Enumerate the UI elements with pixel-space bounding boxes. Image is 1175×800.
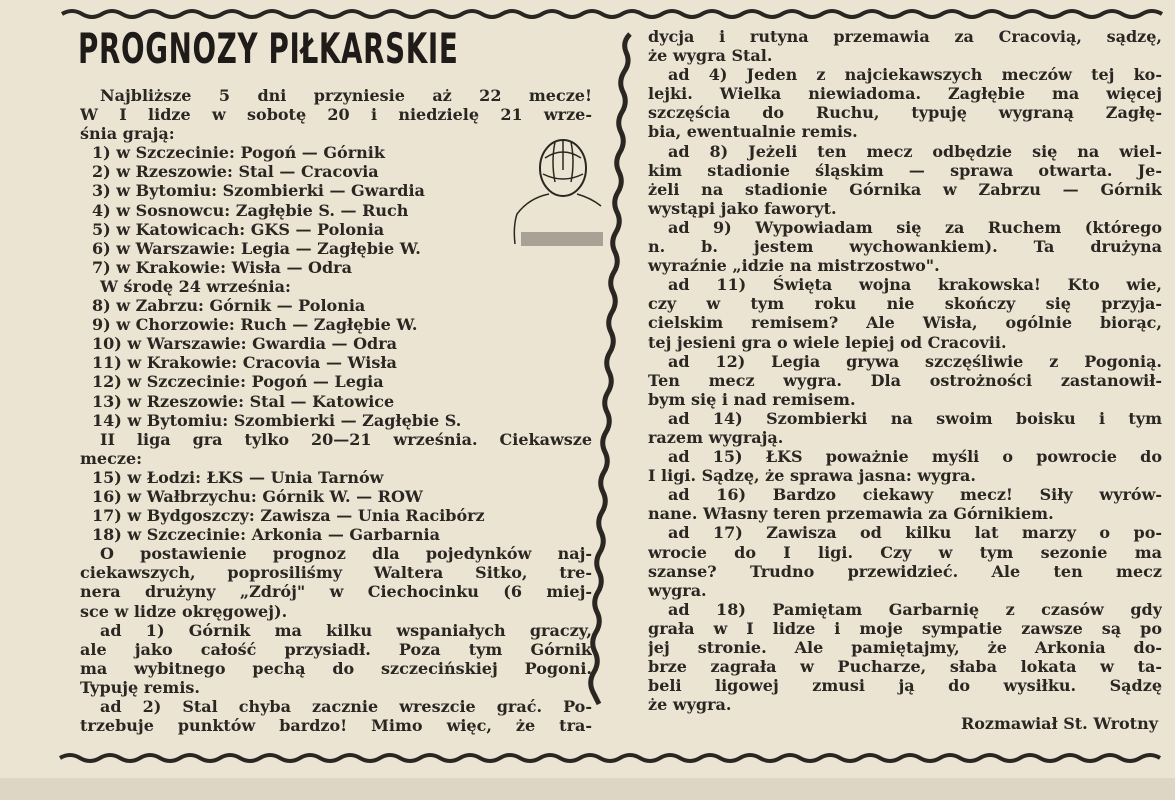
text-line: 8) w Zabrzu: Górnik — Polonia [92,296,366,316]
text-line: cielskim remisem? Ale Wisła, ogólnie biorąc, [648,313,1162,333]
text-line: beli ligowej zmusi ją do wysiłku. Sądzę [648,676,1162,696]
text-line: W I lidze w sobotę 20 i niedzielę 21 wrze- [80,105,592,125]
text-line: W środę 24 września: [100,276,291,296]
text-line: 15) w Łodzi: ŁKS — Unia Tarnów [92,467,384,487]
text-line: ad 2) Stal chyba zacznie wreszcie grać. Po- [100,697,592,716]
text-line: że wygra Stal. [648,46,773,66]
text-line: wystąpi jako faworyt. [648,198,837,218]
bottom-wavy-rule [60,755,1160,761]
text-line: ad 11) Święta wojna krakowska! Kto wie, [668,275,1162,295]
text-line: ad 12) Legia grywa szczęśliwie z Pogonią. [668,351,1162,371]
text-line: czy w tym roku nie skończy się przyja- [648,294,1162,314]
text-line: ad 18) Pamiętam Garbarnię z czasów gdy [668,599,1162,619]
text-line: wygra. [648,580,707,600]
text-line: 7) w Krakowie: Wisła — Odra [92,257,352,277]
text-line: 3) w Bytomiu: Szombierki — Gwardia [92,181,425,201]
text-line: I ligi. Sądzę, że sprawa jasna: wygra. [648,466,976,486]
text-line: że wygra. [648,695,732,715]
text-line: 17) w Bydgoszczy: Zawisza — Unia Racibórz [92,506,485,526]
text-line: szanse? Trudno przewidzieć. Ale ten mecz [648,561,1162,581]
text-line: 14) w Bytomiu: Szombierki — Zagłębie S. [92,410,462,430]
text-line: ad 8) Jeżeli ten mecz odbędzie się na wiel- [668,141,1162,161]
text-line: grała w I lidze i moje sympatie zawsze są po [648,618,1162,638]
text-line: sce w lidze okręgowej). [80,601,288,621]
left-column [80,86,592,735]
text-line: nera drużyny „Zdrój" w Ciechocinku (6 miej- [80,582,592,602]
text-line: Najbliższe 5 dni przyniesie aż 22 mecze! [100,86,592,105]
text-line: bym się i nad remisem. [648,389,856,409]
text-line: trzebuje punktów bardzo! Mimo więc, że tra- [80,716,592,736]
text-line: ad 17) Zawisza od kilku lat marzy o po- [668,523,1162,543]
text-line: brze zagrała w Pucharze, słaba lokata w ta- [648,657,1162,677]
text-line: mecze: [80,448,143,468]
text-line: 6) w Warszawie: Legia — Zagłębie W. [92,238,421,258]
text-line: kim stadionie śląskim — sprawa otwarta. Je- [648,160,1162,180]
text-line: n. b. jestem wychowankiem). Ta drużyna [648,237,1162,257]
text-line: ad 14) Szombierki na swoim boisku i tym [668,408,1162,428]
text-line: ciekawszych, poprosiliśmy Waltera Sitko, tre- [80,563,592,583]
text-line: szczęścia do Ruchu, typuję wygraną Zagłę- [648,103,1162,123]
text-line: dycja i rutyna przemawia za Cracovią, sądzę, [648,27,1162,46]
text-line: II liga gra tylko 20—21 września. Ciekawsze [100,429,592,449]
text-line: 13) w Rzeszowie: Stal — Katowice [92,391,395,411]
text-line: lejki. Wielka niewiadoma. Zagłębie ma więcej [648,84,1162,104]
text-line: 2) w Rzeszowie: Stal — Cracovia [92,162,379,182]
text-line: 12) w Szczecinie: Pogoń — Legia [92,372,384,392]
text-line: jej stronie. Ale pamiętajmy, że Arkonia do- [648,638,1162,657]
text-line: 18) w Szczecinie: Arkonia — Garbarnia [92,525,440,545]
text-line: 10) w Warszawie: Gwardia — Odra [92,334,398,354]
text-line: wrocie do I ligi. Czy w tym sezonie ma [648,542,1162,562]
text-line: ale jako całość przysiadł. Poza tym Górnik [80,639,592,659]
article-title: PROGNOZY PIŁKARSKIE [78,24,459,73]
right-column [648,27,1162,733]
text-line: ad 4) Jeden z najciekawszych meczów tej ko- [668,65,1162,85]
text-line: razem wygrają. [648,427,784,447]
text-line: tej jesieni gra o wiele lepiej od Cracovii. [648,332,1007,352]
text-line: bia, ewentualnie remis. [648,122,858,142]
text-line: Typuję remis. [80,677,200,697]
text-line: 4) w Sosnowcu: Zagłębie S. — Ruch [92,200,409,220]
text-line: nane. Własny teren przemawia za Górnikiem. [648,504,1054,524]
text-line: ma wybitnego pechą do szczecińskiej Pogoni. [80,658,592,678]
text-line: 11) w Krakowie: Cracovia — Wisła [92,353,397,373]
text-line: 1) w Szczecinie: Pogoń — Górnik [92,143,385,163]
author-signature: Rozmawiał St. Wrotny [960,714,1158,734]
text-line: żeli na stadionie Górnika w Zabrzu — Górnik [648,179,1162,199]
text-line: 5) w Katowicach: GKS — Polonia [92,219,385,239]
text-line: ad 16) Bardzo ciekawy mecz! Siły wyrów- [668,485,1162,505]
text-line: Ten mecz wygra. Dla ostrożności zastanowił- [648,370,1162,390]
text-line: wyraźnie „idzie na mistrzostwo". [648,256,940,276]
text-line: O postawienie prognoz dla pojedynków naj- [100,544,592,564]
text-line: ad 15) ŁKS poważnie myśli o powrocie do [668,447,1162,467]
text-line: 9) w Chorzowie: Ruch — Zagłębie W. [92,315,418,335]
top-wavy-rule [62,11,1162,17]
text-line: ad 9) Wypowiadam się za Ruchem (którego [668,217,1162,237]
text-line: śnia grają: [80,124,175,144]
text-line: 16) w Wałbrzychu: Górnik W. — ROW [92,486,423,506]
text-line: ad 1) Górnik ma kilku wspaniałych graczy, [100,620,592,640]
